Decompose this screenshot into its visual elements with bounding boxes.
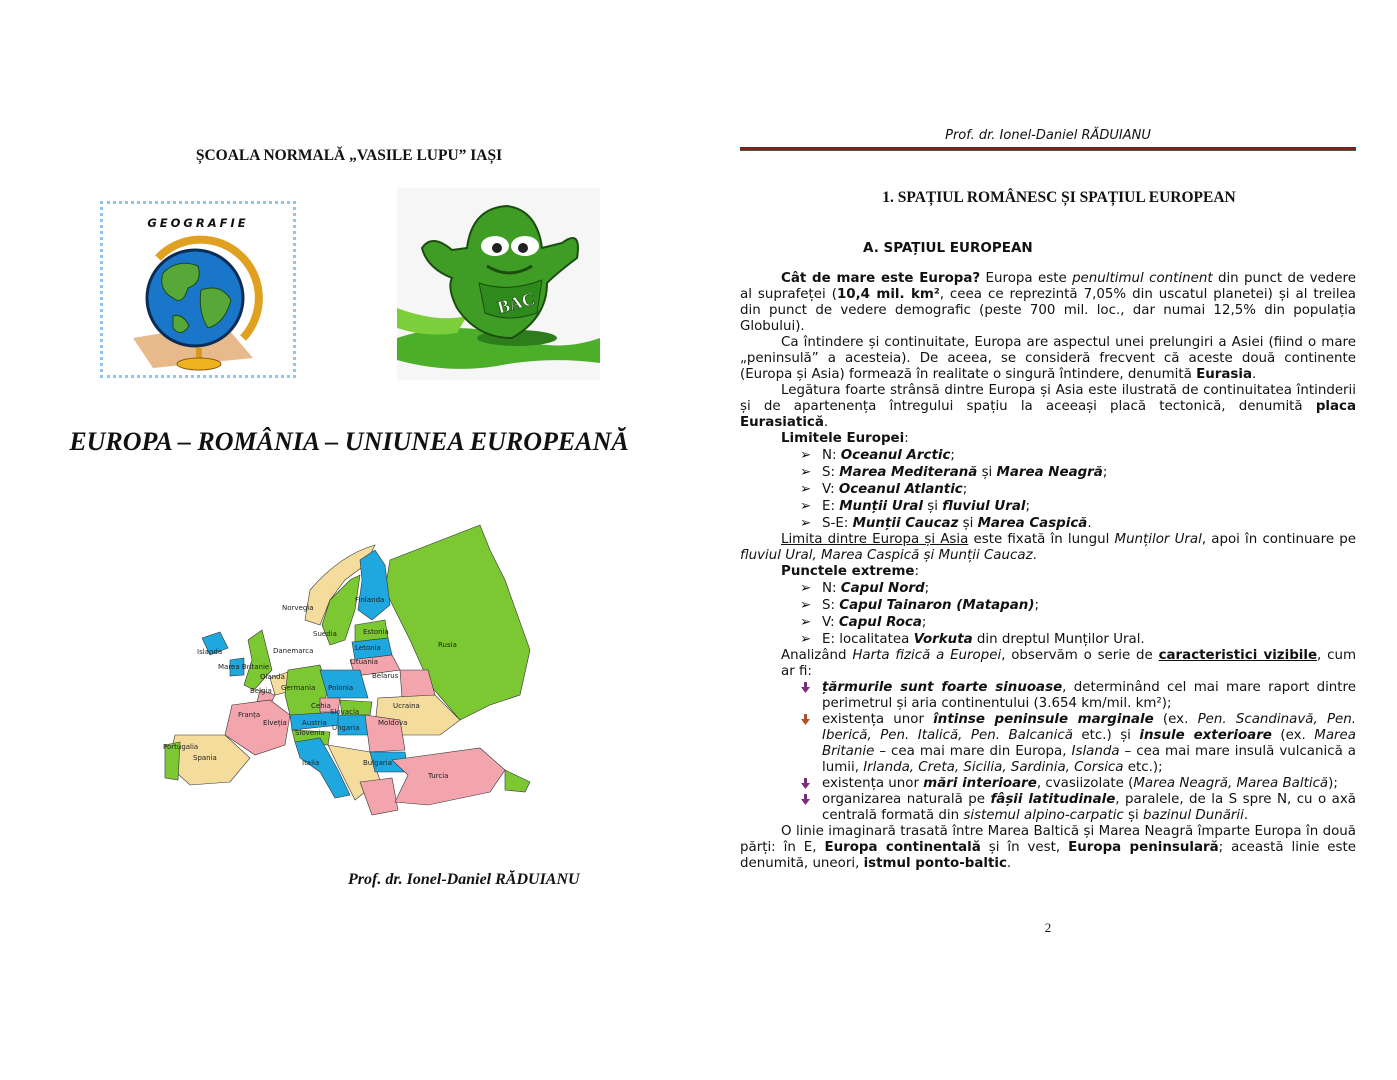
list-item: ➢ V: Capul Roca; bbox=[800, 615, 927, 630]
europe-map-image bbox=[160, 520, 540, 830]
cover-author: Prof. dr. Ionel-Daniel RĂDUIANU bbox=[348, 871, 580, 888]
map-label-spania: Spania bbox=[193, 754, 217, 762]
paragraph-boundary: Limita dintre Europa și Asia este fixată în lungul Munților Ural, apoi în continuare pe fluviul Ural, Marea Caspică și Munții Caucaz. bbox=[740, 532, 1356, 563]
header-rule bbox=[740, 147, 1356, 151]
arrow-bullet-icon: ➢ bbox=[800, 598, 812, 613]
paragraph-eurasia: Ca întindere și continuitate, Europa are aspectul unei prelungiri a Asiei (fiind o mare „peninsulă” a acesteia). De aceea, se consideră frecvent că aceste două continente (Europa și Asia) formează în realitate o singură întindere, denumită Eurasia. bbox=[740, 335, 1356, 382]
arrow-bullet-icon: ➢ bbox=[800, 516, 812, 531]
list-item: ➢ V: Oceanul Atlantic; bbox=[800, 482, 968, 497]
limits-list bbox=[740, 447, 1356, 532]
extremes-list bbox=[740, 580, 1356, 648]
geography-clipart bbox=[100, 201, 296, 378]
map-label-marea-britanie: Marea Britanie bbox=[218, 663, 270, 671]
map-label-belgia: Belgia bbox=[250, 687, 272, 695]
list-item: ➢ S-E: Munții Caucaz și Marea Caspică. bbox=[800, 516, 1092, 531]
page-body bbox=[740, 271, 1356, 872]
header-author: Prof. dr. Ionel-Daniel RĂDUIANU bbox=[945, 128, 1151, 143]
extremes-heading: Punctele extreme: bbox=[781, 564, 919, 579]
map-label-belarus: Belarus bbox=[372, 672, 399, 680]
page-number: 2 bbox=[1044, 920, 1052, 935]
map-label-bulgaria: Bulgaria bbox=[363, 759, 393, 767]
map-label-turcia: Turcia bbox=[428, 772, 449, 780]
paragraph-features-intro: Analizând Harta fizică a Europei, observăm o serie de caracteristici vizibile, cum ar fi: bbox=[781, 648, 1356, 679]
map-label-finlanda: Finlanda bbox=[355, 596, 385, 604]
map-label-letonia: Letonia bbox=[355, 644, 381, 652]
map-label-danemarca: Danemarca bbox=[273, 647, 314, 655]
map-label-italia: Italia bbox=[302, 759, 320, 767]
down-arrow-bullet-icon bbox=[801, 794, 810, 810]
map-label-ucraina: Ucraina bbox=[393, 702, 420, 710]
map-label-suedia: Suedia bbox=[313, 630, 337, 638]
map-label-norvegia: Norvegia bbox=[282, 604, 314, 612]
features-list bbox=[740, 680, 1356, 824]
list-item: ➢ N: Capul Nord; bbox=[800, 581, 930, 596]
chapter-title: 1. SPAȚIUL ROMÂNESC ȘI SPAȚIUL EUROPEAN bbox=[882, 189, 1236, 206]
bac-mascot-clipart bbox=[397, 188, 600, 380]
bac-monster-icon bbox=[397, 188, 600, 380]
cover-title: EUROPA – ROMÂNIA – UNIUNEA EUROPEANĂ bbox=[69, 427, 629, 456]
section-title: A. SPAȚIUL EUROPEAN bbox=[863, 240, 1033, 256]
map-label-slovenia: Slovenia bbox=[295, 729, 325, 737]
paragraph-tectonic: Legătura foarte strânsă dintre Europa și Asia este ilustrată de continuitatea întinderii și de apartenența întregului spațiu la aceeași placă tectonică, denumită placa Eurasiatică. bbox=[740, 383, 1356, 430]
limits-heading: Limitele Europei: bbox=[781, 431, 909, 446]
list-item: ➢ N: Oceanul Arctic; bbox=[800, 448, 955, 463]
arrow-bullet-icon: ➢ bbox=[800, 615, 812, 630]
arrow-bullet-icon: ➢ bbox=[800, 581, 812, 596]
map-label-lituania: Lituania bbox=[350, 658, 378, 666]
map-label-estonia: Estonia bbox=[363, 628, 389, 636]
list-item: ➢ S: Marea Mediterană și Marea Neagră; bbox=[800, 465, 1108, 480]
map-label-moldova: Moldova bbox=[378, 719, 408, 727]
school-name: ȘCOALA NORMALĂ „VASILE LUPU” IAȘI bbox=[195, 147, 503, 164]
list-item: organizarea naturală pe fâșii latitudinale, paralele, de la S spre N, cu o axă centrală formată din sistemul alpino-carpatic și bazinul Dunării. bbox=[740, 792, 1356, 824]
map-label-ungaria: Ungaria bbox=[332, 724, 360, 732]
map-label-germania: Germania bbox=[281, 684, 316, 692]
map-label-slovacia: Slovacia bbox=[330, 708, 360, 716]
map-region-finlanda bbox=[358, 550, 390, 620]
list-item: țărmurile sunt foarte sinuoase, determinând cel mai mare raport dintre perimetrul și aria continentului (3.654 km/mil. km²); bbox=[740, 680, 1356, 712]
map-label-polonia: Polonia bbox=[328, 684, 354, 692]
down-arrow-bullet-icon bbox=[801, 682, 810, 698]
arrow-bullet-icon: ➢ bbox=[800, 499, 812, 514]
arrow-bullet-icon: ➢ bbox=[800, 448, 812, 463]
geography-label: GEOGRAFIE bbox=[147, 216, 249, 230]
down-arrow-bullet-icon bbox=[801, 714, 810, 730]
globe-icon bbox=[103, 228, 293, 378]
arrow-bullet-icon: ➢ bbox=[800, 482, 812, 497]
list-item: ➢ E: localitatea Vorkuta din dreptul Munților Ural. bbox=[800, 632, 1145, 647]
map-label-olanda: Olanda bbox=[260, 673, 285, 681]
list-item: existența unor mări interioare, cvasiizolate (Marea Neagră, Marea Baltică); bbox=[740, 776, 1356, 792]
map-label-rusia: Rusia bbox=[438, 641, 457, 649]
list-item: existența unor întinse peninsule marginale (ex. Pen. Scandinavă, Pen. Iberică, Pen. Italică, Pen. Balcanică etc.) și insule exterioare (ex. Marea Britanie – cea mai mare din Europa, Islanda – cea mai mare insulă vulcanică a lumii, Irlanda, Creta, Sicilia, Sardinia, Corsica etc.); bbox=[740, 712, 1356, 776]
list-item: ➢ S: Capul Tainaron (Matapan); bbox=[800, 598, 1039, 613]
paragraph-isthmus: O linie imaginară trasată între Marea Baltică și Marea Neagră împarte Europa în două părți: în E, Europa continentală și în vest, Europa peninsulară; această linie este denumită, uneori, istmul ponto-baltic. bbox=[740, 824, 1357, 871]
arrow-bullet-icon: ➢ bbox=[800, 632, 812, 647]
paragraph-size: Cât de mare este Europa? Europa este penultimul continent din punct de vedere al suprafeței (10,4 mil. km², ceea ce reprezintă 7,05% din uscatul planetei) și al treilea din punct de vedere demografic (peste 700 mil. loc., dar numai 12,5% din populația Globului). bbox=[740, 271, 1356, 334]
map-label-franta: Franța bbox=[238, 711, 261, 719]
map-label-islanda: Islanda bbox=[197, 648, 223, 656]
map-label-cehia: Cehia bbox=[311, 702, 331, 710]
map-label-austria: Austria bbox=[302, 719, 327, 727]
map-label-elvetia: Elveția bbox=[263, 719, 287, 727]
bac-label: BAC bbox=[495, 288, 538, 318]
map-label-portugalia: Portugalia bbox=[163, 743, 199, 751]
list-item: ➢ E: Munții Ural și fluviul Ural; bbox=[800, 499, 1030, 514]
arrow-bullet-icon: ➢ bbox=[800, 465, 812, 480]
